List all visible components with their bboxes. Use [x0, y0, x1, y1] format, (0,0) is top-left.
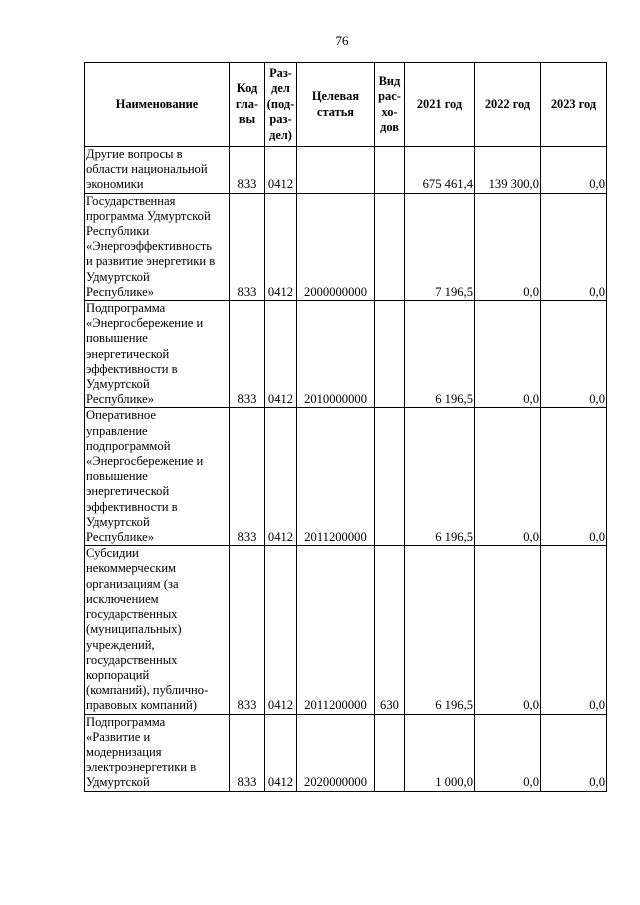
column-header-target — [297, 63, 375, 147]
column-header-text: гла- — [235, 96, 259, 111]
row-name-text: эффективности в — [86, 499, 178, 514]
table-row — [85, 408, 607, 546]
row-name-text: электроэнергетики в — [86, 760, 197, 775]
cell-y2021: 675 461,4 — [405, 147, 475, 194]
cell-target — [297, 147, 375, 194]
column-header-text: дов — [380, 120, 399, 134]
row-name-text: некоммерческим — [86, 561, 177, 576]
row-name-text: исключением — [86, 591, 159, 606]
column-header-text: вы — [238, 112, 256, 127]
column-header-text: 2022 год — [484, 96, 531, 111]
cell-exp — [375, 147, 405, 194]
cell-y2022: 0,0 — [475, 546, 541, 714]
row-name-text: «Энергосбережение и — [86, 316, 204, 331]
table-body — [85, 147, 607, 792]
budget-table — [84, 62, 607, 792]
row-name-text: энергетической — [86, 346, 170, 361]
column-header-text: дел — [271, 81, 290, 96]
row-name-text: «Энергоэффективность — [86, 239, 213, 254]
cell-chapter: 833 — [230, 301, 265, 408]
row-name-cell — [85, 147, 230, 194]
column-header-section — [265, 63, 297, 147]
cell-y2021: 6 196,5 — [405, 408, 475, 546]
row-name-text: области национальной — [86, 162, 208, 177]
column-header-text: Вид — [378, 73, 401, 88]
cell-target: 2011200000 — [297, 408, 375, 546]
cell-y2022: 0,0 — [475, 408, 541, 546]
column-header-text: (под- — [266, 96, 295, 111]
cell-exp — [375, 301, 405, 408]
row-name-cell — [85, 714, 230, 791]
table-header-row — [85, 63, 607, 147]
cell-y2021: 6 196,5 — [405, 546, 475, 714]
cell-y2023: 0,0 — [541, 714, 607, 791]
column-header-text: хо- — [381, 104, 398, 119]
row-name-cell — [85, 408, 230, 546]
column-header-y2023 — [541, 63, 607, 147]
cell-section: 0412 — [265, 301, 297, 408]
cell-chapter: 833 — [230, 147, 265, 194]
cell-section: 0412 — [265, 546, 297, 714]
cell-y2021: 1 000,0 — [405, 714, 475, 791]
column-header-y2021 — [405, 63, 475, 147]
row-name-text: Субсидии — [86, 546, 139, 561]
cell-section: 0412 — [265, 408, 297, 546]
cell-exp — [375, 408, 405, 546]
row-name-text: (компаний), публично- — [86, 683, 209, 698]
row-name-text: эффективности в — [86, 361, 178, 376]
row-name-text: Подпрограмма — [86, 714, 166, 729]
cell-y2021: 7 196,5 — [405, 193, 475, 300]
row-name-text: повышение — [86, 469, 148, 484]
table-row — [85, 193, 607, 300]
row-name-text: государственных — [86, 607, 178, 622]
row-name-text: государственных — [86, 652, 178, 667]
row-name-text: экономики — [86, 177, 144, 192]
cell-exp: 630 — [375, 546, 405, 714]
row-name-text: Республике» — [86, 284, 155, 299]
cell-y2023: 0,0 — [541, 193, 607, 300]
cell-target: 2000000000 — [297, 193, 375, 300]
row-name-text: модернизация — [86, 744, 162, 759]
cell-target: 2020000000 — [297, 714, 375, 791]
cell-exp — [375, 193, 405, 300]
cell-y2023: 0,0 — [541, 546, 607, 714]
row-name-text: Удмуртской — [86, 514, 150, 529]
cell-section: 0412 — [265, 147, 297, 194]
cell-y2022: 0,0 — [475, 714, 541, 791]
cell-y2023: 0,0 — [541, 147, 607, 194]
cell-chapter: 833 — [230, 408, 265, 546]
column-header-y2022 — [475, 63, 541, 147]
column-header-exp — [375, 63, 405, 147]
column-header-text: раз- — [269, 112, 292, 127]
column-header-text: Целевая — [311, 89, 360, 103]
table-row — [85, 714, 607, 791]
row-name-text: «Энергосбережение и — [86, 454, 204, 469]
row-name-text: (муниципальных) — [86, 622, 182, 637]
row-name-cell — [85, 193, 230, 300]
cell-y2022: 0,0 — [475, 301, 541, 408]
row-name-text: Удмуртской — [86, 775, 150, 790]
cell-target: 2011200000 — [297, 546, 375, 714]
row-name-text: организациям (за — [86, 576, 179, 591]
cell-y2021: 6 196,5 — [405, 301, 475, 408]
row-name-text: Государственная — [86, 193, 176, 208]
page-number: 76 — [335, 33, 349, 48]
column-header-text: Наименование — [115, 96, 199, 111]
cell-y2022: 139 300,0 — [475, 147, 541, 194]
row-name-text: Республики — [86, 224, 150, 239]
cell-target: 2010000000 — [297, 301, 375, 408]
row-name-text: Республике» — [86, 530, 155, 545]
cell-section: 0412 — [265, 193, 297, 300]
table-row — [85, 301, 607, 408]
row-name-text: программа Удмуртской — [86, 208, 211, 223]
column-header-chapter — [230, 63, 265, 147]
cell-exp — [375, 714, 405, 791]
column-header-name — [85, 63, 230, 147]
row-name-text: энергетической — [86, 484, 170, 499]
row-name-text: учреждений, — [86, 637, 155, 652]
cell-chapter: 833 — [230, 193, 265, 300]
column-header-text: Код — [236, 81, 258, 96]
column-header-text: 2023 год — [550, 96, 597, 111]
row-name-text: управление — [86, 423, 148, 438]
row-name-text: корпораций — [86, 667, 150, 682]
column-header-text: 2021 год — [416, 96, 463, 111]
row-name-text: Оперативное — [86, 408, 156, 423]
cell-section: 0412 — [265, 714, 297, 791]
row-name-text: повышение — [86, 331, 148, 346]
table-row — [85, 546, 607, 714]
row-name-text: Подпрограмма — [86, 301, 166, 316]
cell-chapter: 833 — [230, 546, 265, 714]
row-name-text: Удмуртской — [86, 269, 150, 284]
row-name-text: правовых компаний) — [86, 698, 197, 713]
row-name-cell — [85, 546, 230, 714]
column-header-text: Раз- — [269, 65, 292, 80]
cell-chapter: 833 — [230, 714, 265, 791]
row-name-text: «Развитие и — [86, 729, 151, 744]
cell-y2023: 0,0 — [541, 408, 607, 546]
cell-y2022: 0,0 — [475, 193, 541, 300]
column-header-text: статья — [317, 104, 354, 119]
row-name-text: Удмуртской — [86, 377, 150, 392]
column-header-text: рас- — [378, 89, 401, 103]
cell-y2023: 0,0 — [541, 301, 607, 408]
row-name-cell — [85, 301, 230, 408]
row-name-text: Другие вопросы в — [86, 147, 183, 161]
row-name-text: Республике» — [86, 392, 155, 407]
row-name-text: подпрограммой — [86, 438, 171, 453]
column-header-text: дел) — [269, 127, 292, 142]
table-row — [85, 147, 607, 194]
row-name-text: и развитие энергетики в — [86, 254, 216, 269]
